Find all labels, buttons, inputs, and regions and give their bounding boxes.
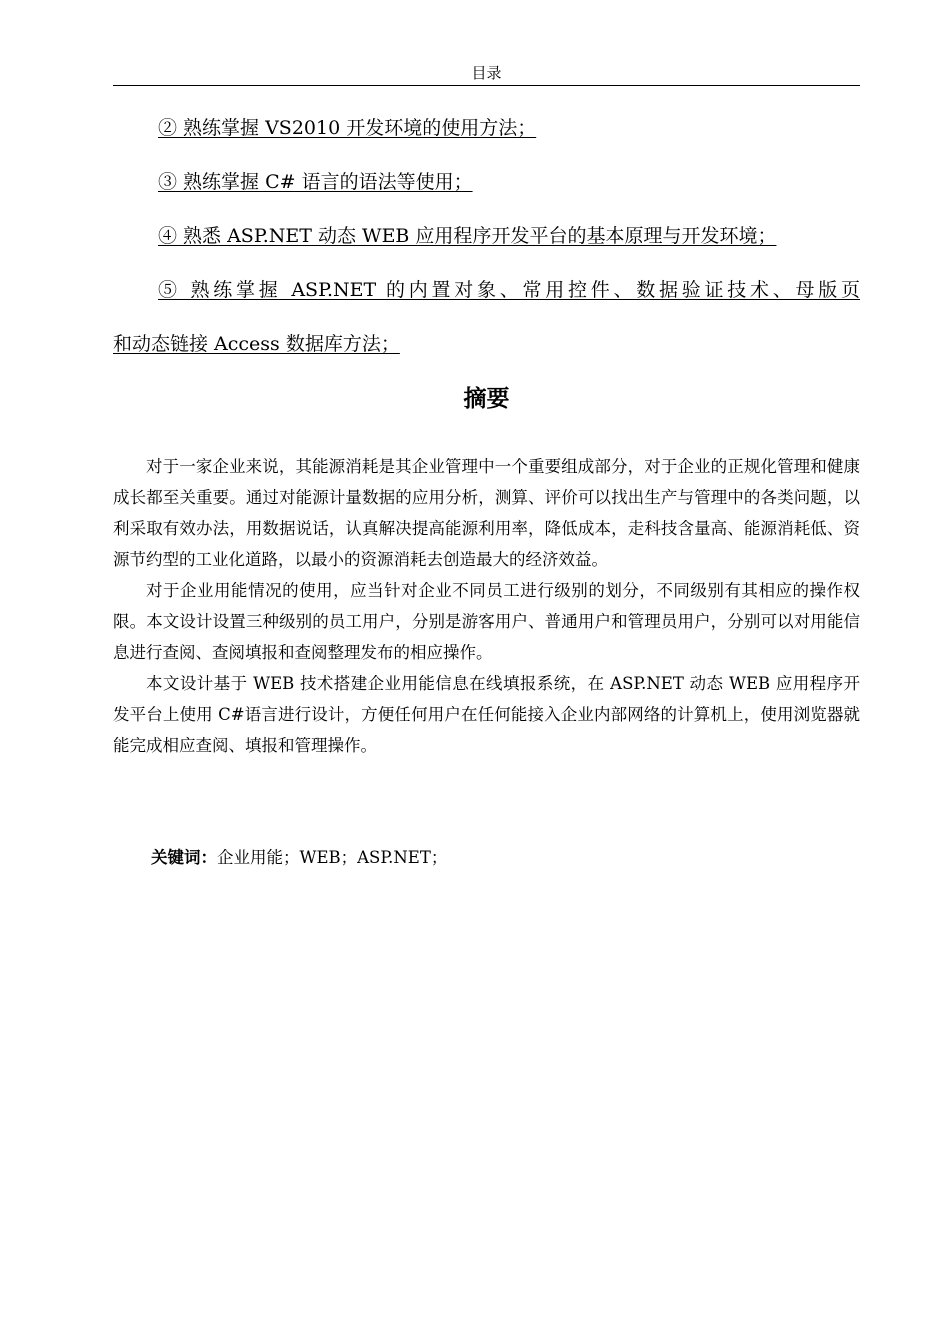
objective-item-5-line-1: ⑤ 熟练掌握 ASP.NET 的内置对象、常用控件、数据验证技术、母版页 bbox=[158, 279, 860, 301]
objective-item-5-line-2: 和动态链接 Access 数据库方法； bbox=[113, 333, 400, 355]
page-header-title: 目录 bbox=[471, 64, 502, 82]
objectives-list bbox=[113, 112, 860, 382]
keywords-value: 企业用能；WEB；ASP.NET； bbox=[217, 848, 448, 867]
keywords-line bbox=[151, 842, 447, 873]
abstract-paragraph-1: 对于一家企业来说，其能源消耗是其企业管理中一个重要组成部分，对于企业的正规化管理和健康成长都至关重要。通过对能源计量数据的应用分析，测算、评价可以找出生产与管理中的各类问题，以利采取有效办法，用数据说话，认真解决提高能源利用率，降低成本，走科技含量高、能源消耗低、资源节约型的工业化道路，以最小的资源消耗去创造最大的经济效益。 bbox=[113, 457, 860, 569]
abstract-paragraph-2: 对于企业用能情况的使用，应当针对企业不同员工进行级别的划分，不同级别有其相应的操作权限。本文设计设置三种级别的员工用户，分别是游客用户、普通用户和管理员用户，分别可以对用能信息进行查阅、查阅填报和查阅整理发布的相应操作。 bbox=[113, 581, 860, 662]
abstract-body bbox=[113, 451, 860, 761]
abstract-heading: 摘要 bbox=[463, 386, 510, 412]
objective-item-2: ② 熟练掌握 VS2010 开发环境的使用方法； bbox=[158, 117, 537, 139]
objective-item-3: ③ 熟练掌握 C# 语言的语法等使用； bbox=[158, 171, 473, 193]
abstract-paragraph-3: 本文设计基于 WEB 技术搭建企业用能信息在线填报系统，在 ASP.NET 动态 WEB 应用程序开发平台上使用 C#语言进行设计，方便任何用户在任何能接入企业内部网络的计算机上，使用浏览器就能完成相应查阅、填报和管理操作。 bbox=[113, 674, 860, 755]
objective-item-4: ④ 熟悉 ASP.NET 动态 WEB 应用程序开发平台的基本原理与开发环境； bbox=[158, 225, 777, 247]
header-divider bbox=[113, 85, 860, 86]
keywords-label: 关键词： bbox=[151, 848, 217, 867]
